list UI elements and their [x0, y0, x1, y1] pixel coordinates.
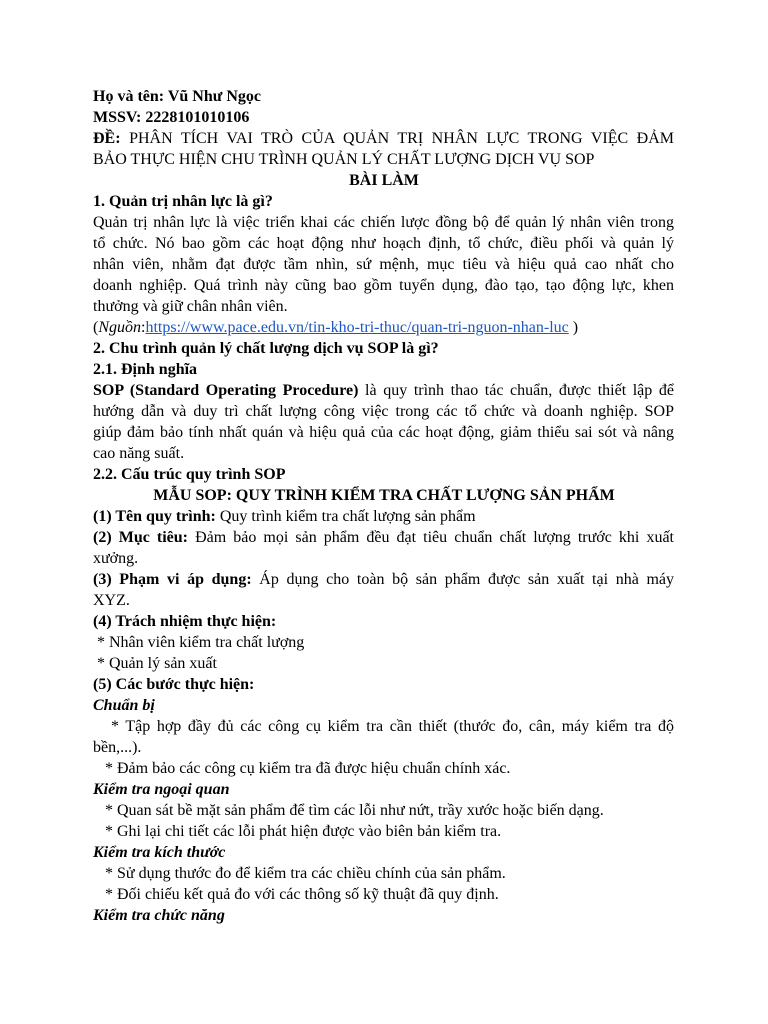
- sop-name-label: (1) Tên quy trình:: [93, 508, 216, 525]
- sop-resp-item-1: * Nhân viên kiểm tra chất lượng: [93, 634, 305, 651]
- sop-goal-label: (2) Mục tiêu:: [93, 529, 188, 546]
- topic-line-2: BẢO THỰC HIỆN CHU TRÌNH QUẢN LÝ CHẤT LƯỢNG DỊCH VỤ SOP: [93, 151, 595, 168]
- section1-para-line-1: Quản trị nhân lực là việc triển khai các chiến lược đồng bộ để quản lý nhân viên trong: [93, 214, 674, 231]
- sop-template-title: MẪU SOP: QUY TRÌNH KIỂM TRA CHẤT LƯỢNG SẢN PHẨM: [153, 487, 615, 504]
- sop-goal-cont: xưởng.: [93, 550, 139, 567]
- definition-rest: là quy trình thao tác chuẩn, được thiết lập để: [358, 382, 674, 399]
- sop-name-value: Quy trình kiểm tra chất lượng sản phẩm: [215, 508, 476, 525]
- sop-resp-label: (4) Trách nhiệm thực hiện:: [93, 613, 277, 630]
- sop-scope-value: Áp dụng cho toàn bộ sản phẩm được sản xuất tại nhà máy: [251, 571, 675, 588]
- sop-resp-item-2: * Quản lý sản xuất: [93, 655, 217, 672]
- source-label: Nguồn: [98, 319, 141, 336]
- topic-line-1: [93, 129, 674, 149]
- section1-para-line-3: nhân viên, nhằm đạt được tầm nhìn, sứ mệnh, mục tiêu và hiệu quả cao nhất cho: [93, 256, 674, 273]
- topic-label: ĐỀ:: [93, 130, 121, 147]
- sop-scope-label: (3) Phạm vi áp dụng:: [93, 571, 252, 588]
- prep-item-1-cont: bền,...).: [93, 739, 142, 756]
- definition-line-1: [93, 381, 674, 401]
- size-heading: Kiểm tra kích thước: [93, 844, 226, 861]
- source-open: (: [93, 319, 99, 336]
- size-item-2: * Đối chiếu kết quả đo với các thông số kỹ thuật đã quy định.: [105, 886, 499, 903]
- section1-para-line-4: doanh nghiệp. Quá trình này cũng bao gồm tuyển dụng, đào tạo, tạo động lực, khen: [93, 277, 674, 294]
- prep-heading: Chuẩn bị: [93, 697, 155, 714]
- source-close: ): [568, 319, 579, 336]
- section2-2-heading: 2.2. Cấu trúc quy trình SOP: [93, 466, 286, 483]
- prep-item-1: * Tập hợp đầy đủ các công cụ kiểm tra cần thiết (thước đo, cân, máy kiểm tra độ: [111, 718, 674, 735]
- bai-lam-heading: BÀI LÀM: [349, 172, 419, 189]
- student-name-line: [93, 87, 261, 107]
- sop-goal-value: Đảm bảo mọi sản phẩm đều đạt tiêu chuẩn chất lượng trước khi xuất: [188, 529, 674, 546]
- visual-item-1: * Quan sát bề mặt sản phẩm để tìm các lỗi như nứt, trầy xước hoặc biến dạng.: [105, 802, 604, 819]
- visual-heading: Kiểm tra ngoại quan: [93, 781, 230, 798]
- source-line: [93, 318, 578, 338]
- sop-steps-label: (5) Các bước thực hiện:: [93, 676, 255, 693]
- student-id-line: [93, 108, 249, 128]
- sop-goal-line: [93, 528, 674, 548]
- student-name-value: Vũ Như Ngọc: [167, 88, 261, 105]
- source-colon: :: [141, 319, 146, 336]
- source-link[interactable]: https://www.pace.edu.vn/tin-kho-tri-thuc/quan-tri-nguon-nhan-luc: [145, 319, 569, 336]
- sop-scope-line: [93, 570, 674, 590]
- section2-1-heading: 2.1. Định nghĩa: [93, 361, 198, 378]
- student-id-label: MSSV:: [93, 109, 142, 126]
- sop-term: SOP (Standard Operating Procedure): [93, 382, 359, 399]
- sop-name-line: [93, 507, 476, 527]
- definition-line-4: cao năng suất.: [93, 445, 185, 462]
- sop-scope-cont: XYZ.: [93, 592, 130, 609]
- visual-item-2: * Ghi lại chi tiết các lỗi phát hiện được vào biên bản kiểm tra.: [105, 823, 502, 840]
- prep-item-2: * Đảm bảo các công cụ kiểm tra đã được hiệu chuẩn chính xác.: [105, 760, 511, 777]
- size-item-1: * Sử dụng thước đo để kiểm tra các chiều chính của sản phẩm.: [105, 865, 506, 882]
- student-name-label: Họ và tên:: [93, 88, 165, 105]
- definition-line-3: giúp đảm bảo tính nhất quán và hiệu quả của các hoạt động, giảm thiểu sai sót và nâng: [93, 424, 674, 441]
- topic-text-1: PHÂN TÍCH VAI TRÒ CỦA QUẢN TRỊ NHÂN LỰC TRONG VIỆC ĐẢM: [129, 130, 674, 147]
- definition-line-2: hướng dẫn và duy trì chất lượng công việc trong các tổ chức và doanh nghiệp. SOP: [93, 403, 674, 420]
- function-heading: Kiểm tra chức năng: [93, 907, 225, 924]
- section2-heading: 2. Chu trình quản lý chất lượng dịch vụ SOP là gì?: [93, 340, 439, 357]
- section1-heading: 1. Quản trị nhân lực là gì?: [93, 193, 273, 210]
- section1-para-line-2: tổ chức. Nó bao gồm các hoạt động như hoạch định, tổ chức, điều phối và quản lý: [93, 235, 674, 252]
- student-id-value: 2228101010106: [145, 109, 250, 126]
- section1-para-line-5: thưởng và giữ chân nhân viên.: [93, 298, 288, 315]
